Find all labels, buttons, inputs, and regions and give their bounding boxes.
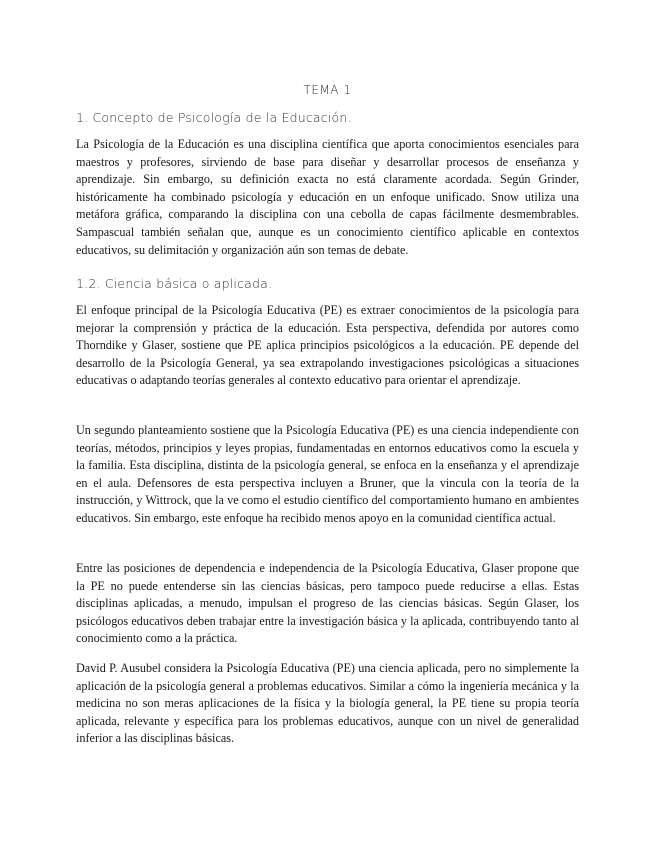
paragraph-posiciones-glaser: Entre las posiciones de dependencia e independencia de la Psicología Educativa, Glaser propone que la PE no puede entenderse sin las ciencias básicas, pero tampoco puede reducirse a ellas. Estas disciplinas aplicadas, a menudo, impulsan el progreso de las ciencias básicas. Según Glaser, los psicólogos educativos deben trabajar entre la investigación básica y la aplicada, contribuyendo tanto al conocimiento como a la práctica. (76, 561, 579, 646)
section-heading-concepto: 1. Concepto de Psicología de la Educación. (76, 110, 352, 125)
section-heading-ciencia: 1.2. Ciencia básica o aplicada. (76, 276, 273, 291)
paragraph-concepto: La Psicología de la Educación es una disciplina científica que aporta conocimientos esenciales para maestros y profesores, sirviendo de base para diseñar y desarrollar procesos de enseñanza y aprendizaje. Sin embargo, su definición exacta no está claramente acordada. Según Grinder, históricamente ha combinado psicología y educación en un enfoque unificado. Snow utiliza una metáfora gráfica, comparando la disciplina con una cebolla de capas fácilmente desmembrables. Sampascual también señalan que, aunque es un conocimiento científico aplicable en contextos educativos, su delimitación y organización aún son temas de debate. (76, 137, 579, 257)
page-title: TEMA 1 (303, 83, 352, 97)
paragraph-enfoque-principal: El enfoque principal de la Psicología Educativa (PE) es extraer conocimientos de la psicología para mejorar la comprensión y práctica de la educación. Esta perspectiva, defendida por autores como Thorndike y Glaser, sostiene que PE aplica principios psicológicos a la educación. PE depende del desarrollo de la Psicología General, ya sea extrapolando investigaciones psicológicas a situaciones educativas o adaptando teorías generales al contexto educativo para orientar el aprendizaje. (76, 303, 579, 388)
paragraph-ausubel: David P. Ausubel considera la Psicología Educativa (PE) una ciencia aplicada, pero no simplemente la aplicación de la psicología general a problemas educativos. Similar a cómo la ingeniería mecánica y la medicina no son meras aplicaciones de la física y la biología general, la PE tiene su propia teoría aplicada, relevante y específica para los problemas educativos, aunque con un nivel de generalidad inferior a las disciplinas básicas. (76, 661, 579, 746)
paragraph-segundo-planteamiento: Un segundo planteamiento sostiene que la Psicología Educativa (PE) es una ciencia independiente con teorías, métodos, principios y leyes propias, fundamentadas en entornos educativos como la escuela y la familia. Esta disciplina, distinta de la psicología general, se enfoca en la enseñanza y el aprendizaje en el aula. Defensores de esta perspectiva incluyen a Bruner, que la vincula con la teoría de la instrucción, y Wittrock, que la ve como el estudio científico del comportamiento humano en ambientes educativos. Sin embargo, este enfoque ha recibido menos apoyo en la comunidad científica actual. (76, 423, 579, 525)
